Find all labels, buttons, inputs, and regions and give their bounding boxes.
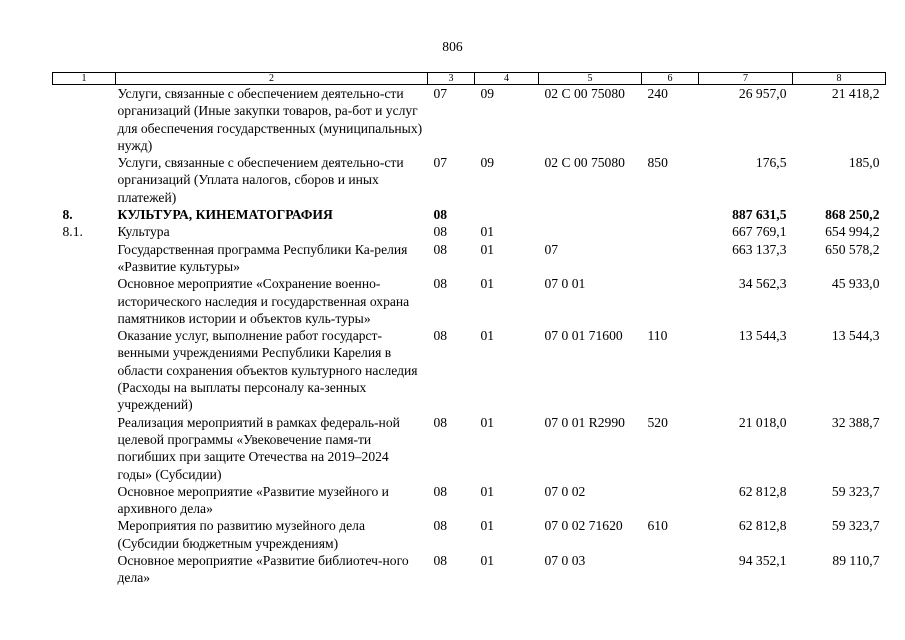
row-name: Государственная программа Республики Ка-релия «Развитие культуры» [117,241,408,274]
row-section: 08 [433,276,448,292]
row-target: 07 0 01 [544,276,586,292]
row-subsection: 01 [480,483,495,499]
table-row [53,154,886,206]
row-target: 02 С 00 75080 [544,155,625,171]
row-amount-2: 59 323,7 [831,518,880,534]
row-number [53,85,116,155]
row-subsection: 01 [480,328,495,344]
row-type [642,275,699,327]
table-row [53,206,886,223]
row-target: 07 0 03 [544,553,586,569]
row-name: Мероприятия по развитию музейного дела (Субсидии бюджетным учреждениям) [117,518,365,551]
header-col-5: 5 [539,73,642,85]
row-name: Оказание услуг, выполнение работ государст-венными учреждениями Республики Карелия в области сохранения объектов культурного наследия (Расходы на выплаты персоналу ка-зенных учреждений) [117,328,418,413]
row-number: 8. [62,207,73,223]
row-number: 8.1. [62,224,83,240]
row-amount-1: 13 544,3 [738,328,787,344]
page-number: 806 [442,39,463,54]
row-subsection: 01 [480,518,495,534]
row-amount-1: 21 018,0 [738,414,787,430]
row-amount-2: 185,0 [848,155,880,171]
row-target: 02 С 00 75080 [544,86,625,101]
row-target: 07 0 01 R2990 [544,414,625,430]
row-name: Услуги, связанные с обеспечением деятельно-сти организаций (Уплата налогов, сборов и иных платежей) [117,155,404,205]
row-name: Основное мероприятие «Развитие библиотеч-ного дела» [117,553,409,586]
table-row [53,517,886,552]
row-name: КУЛЬТУРА, КИНЕМАТОГРАФИЯ [117,207,333,223]
row-type: 110 [647,328,668,344]
table-row [53,241,886,276]
row-section: 07 [433,155,448,171]
row-amount-1: 667 769,1 [732,224,787,240]
row-name: Основное мероприятие «Развитие музейного и архивного дела» [117,483,389,517]
row-amount-2: 650 578,2 [825,241,880,257]
header-col-6: 6 [642,73,699,85]
row-section: 08 [433,483,448,499]
row-amount-2: 13 544,3 [831,328,880,344]
row-section: 08 [433,207,448,223]
row-amount-1: 887 631,5 [732,207,787,223]
row-subsection: 01 [480,224,495,240]
row-number [53,327,116,413]
row-amount-1: 34 562,3 [738,276,787,292]
table-row [53,275,886,327]
row-type [642,552,699,587]
row-section: 08 [433,553,448,569]
row-subsection: 09 [480,155,495,171]
row-number [53,552,116,587]
row-section: 08 [433,241,448,257]
row-type: 240 [647,86,668,101]
row-amount-1: 176,5 [755,155,787,171]
table-row [53,327,886,413]
row-type [642,206,699,223]
row-target [539,206,642,223]
row-subsection: 01 [480,276,495,292]
row-type [642,483,699,518]
row-number [53,275,116,327]
row-subsection [475,206,539,223]
header-col-3: 3 [428,73,475,85]
row-target: 07 0 01 71600 [544,328,623,344]
row-target: 07 0 02 71620 [544,518,623,534]
table-row [53,483,886,518]
row-type: 850 [647,155,668,171]
table-row [53,552,886,587]
row-number [53,414,116,483]
header-col-4: 4 [475,73,539,85]
row-number [53,154,116,206]
header-col-8: 8 [793,73,886,85]
header-col-2: 2 [116,73,428,85]
row-type [642,241,699,276]
row-subsection: 01 [480,553,495,569]
table-row [53,85,886,155]
header-row [53,73,886,85]
row-subsection: 09 [480,86,495,101]
row-section: 08 [433,518,448,534]
row-type: 520 [647,414,668,430]
row-section: 08 [433,224,448,240]
header-col-7: 7 [699,73,793,85]
row-subsection: 01 [480,241,495,257]
row-type [642,223,699,240]
row-amount-1: 26 957,0 [738,86,787,101]
row-name: Основное мероприятие «Сохранение военно-исторического наследия и государственная охрана памятников истории и объектов куль-туры» [117,276,410,326]
row-target: 07 0 02 [544,483,586,499]
row-amount-2: 868 250,2 [825,207,880,223]
row-amount-2: 45 933,0 [831,276,880,292]
table-row [53,414,886,483]
row-number [53,517,116,552]
row-amount-2: 59 323,7 [831,483,880,499]
row-number [53,241,116,276]
row-section: 08 [433,414,448,430]
row-target [539,223,642,240]
row-amount-2: 21 418,2 [831,86,880,101]
row-type: 610 [647,518,668,534]
row-section: 07 [433,86,448,101]
row-section: 08 [433,328,448,344]
row-subsection: 01 [480,414,495,430]
row-amount-1: 62 812,8 [738,518,787,534]
budget-table [52,72,886,587]
table-row [53,223,886,240]
row-amount-1: 663 137,3 [732,241,787,257]
row-amount-2: 89 110,7 [832,553,880,569]
row-name: Реализация мероприятий в рамках федераль-ной целевой программы «Увековечение памя-ти погибших при защите Отечества на 2019–2024 годы» (Субсидии) [117,414,400,482]
row-name: Услуги, связанные с обеспечением деятельно-сти организаций (Иные закупки товаров, ра-бот и услуг для обеспечения государственных (муниципальных) нужд) [117,86,423,153]
row-target: 07 [544,241,559,257]
row-amount-2: 32 388,7 [831,414,880,430]
row-name: Культура [117,224,170,240]
row-amount-2: 654 994,2 [825,224,880,240]
row-amount-1: 62 812,8 [738,483,787,499]
column-number-header [53,73,886,85]
row-number [53,483,116,518]
table-body [53,85,886,587]
header-col-1: 1 [53,73,116,85]
row-amount-1: 94 352,1 [738,553,787,569]
